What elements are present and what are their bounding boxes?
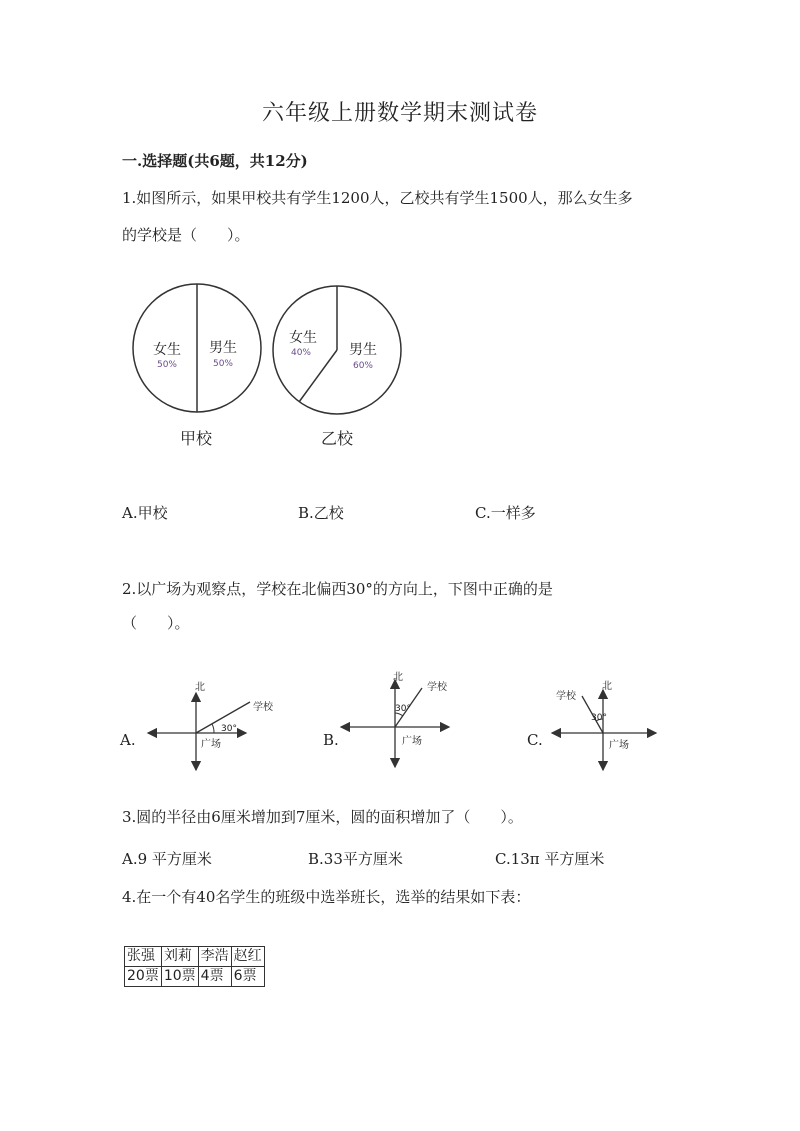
diagram-b-school: 学校	[427, 682, 447, 693]
q3-option-a: A.9 平方厘米	[122, 850, 212, 868]
diagram-a-north: 北	[195, 682, 205, 693]
table-row	[125, 967, 265, 987]
page-title: 六年级上册数学期末测试卷	[261, 101, 538, 126]
votes-table	[124, 946, 265, 987]
diagram-a-school: 学校	[253, 702, 273, 713]
q3-option-c: C.13π 平方厘米	[495, 850, 605, 868]
pie-b-female-label: 女生	[289, 330, 317, 346]
q2-option-a-label: A.	[120, 731, 136, 749]
diagram-a-plaza: 广场	[201, 739, 221, 750]
diagram-c	[552, 680, 656, 770]
pie-a-male-pct: 50%	[212, 359, 234, 369]
table-cell: 20票	[125, 967, 162, 987]
q1-option-c: C.一样多	[475, 504, 536, 522]
pie-charts-figure	[120, 278, 420, 458]
table-header-cell: 张强	[125, 947, 162, 967]
q2-option-b-label: B.	[323, 731, 339, 749]
q2-option-c-label: C.	[527, 731, 543, 749]
pie-b-male-pct: 60%	[352, 361, 374, 371]
diagram-c-north: 北	[602, 681, 612, 692]
pie-b-male-label: 男生	[349, 342, 377, 358]
pie-b-name: 乙校	[320, 429, 354, 448]
diagram-b-north: 北	[393, 672, 403, 683]
diagram-a-angle: 30°	[221, 724, 237, 734]
pie-a-female-pct: 50%	[156, 360, 178, 370]
table-cell: 6票	[231, 967, 264, 987]
table-header-cell: 刘莉	[161, 947, 198, 967]
diagram-b-plaza: 广场	[402, 736, 422, 747]
question-2-line-1: 2.以广场为观察点，学校在北偏西30°的方向上，下图中正确的是	[122, 580, 553, 598]
pie-a-name: 甲校	[179, 429, 213, 448]
table-row	[125, 947, 265, 967]
question-4-text: 4.在一个有40名学生的班级中选举班长，选举的结果如下表：	[122, 888, 531, 906]
pie-a-female-label: 女生	[153, 342, 181, 358]
q1-option-a: A.甲校	[122, 504, 168, 522]
direction-diagrams	[0, 660, 800, 780]
pie-a-male-label: 男生	[209, 340, 237, 356]
diagram-b-angle: 30°	[395, 704, 411, 714]
diagram-c-plaza: 广场	[609, 740, 629, 751]
question-3-text: 3.圆的半径由6厘米增加到7厘米，圆的面积增加了（ ）。	[122, 808, 523, 826]
table-header-cell: 赵红	[231, 947, 264, 967]
diagram-b	[341, 671, 449, 767]
table-header-cell: 李浩	[198, 947, 231, 967]
question-1-line-1: 1.如图所示，如果甲校共有学生1200人，乙校共有学生1500人，那么女生多	[122, 189, 633, 207]
table-cell: 10票	[161, 967, 198, 987]
q1-option-b: B.乙校	[298, 504, 344, 522]
section-header: 一.选择题(共6题，共12分)	[122, 152, 308, 170]
table-cell: 4票	[198, 967, 231, 987]
diagram-c-angle: 30°	[591, 713, 607, 723]
diagram-a	[148, 681, 274, 770]
diagram-c-school: 学校	[556, 691, 576, 702]
q3-option-b: B.33平方厘米	[308, 850, 403, 868]
question-1-line-2: 的学校是（ ）。	[122, 226, 250, 244]
question-2-line-2: （ ）。	[122, 614, 190, 632]
pie-b-female-pct: 40%	[290, 348, 312, 358]
